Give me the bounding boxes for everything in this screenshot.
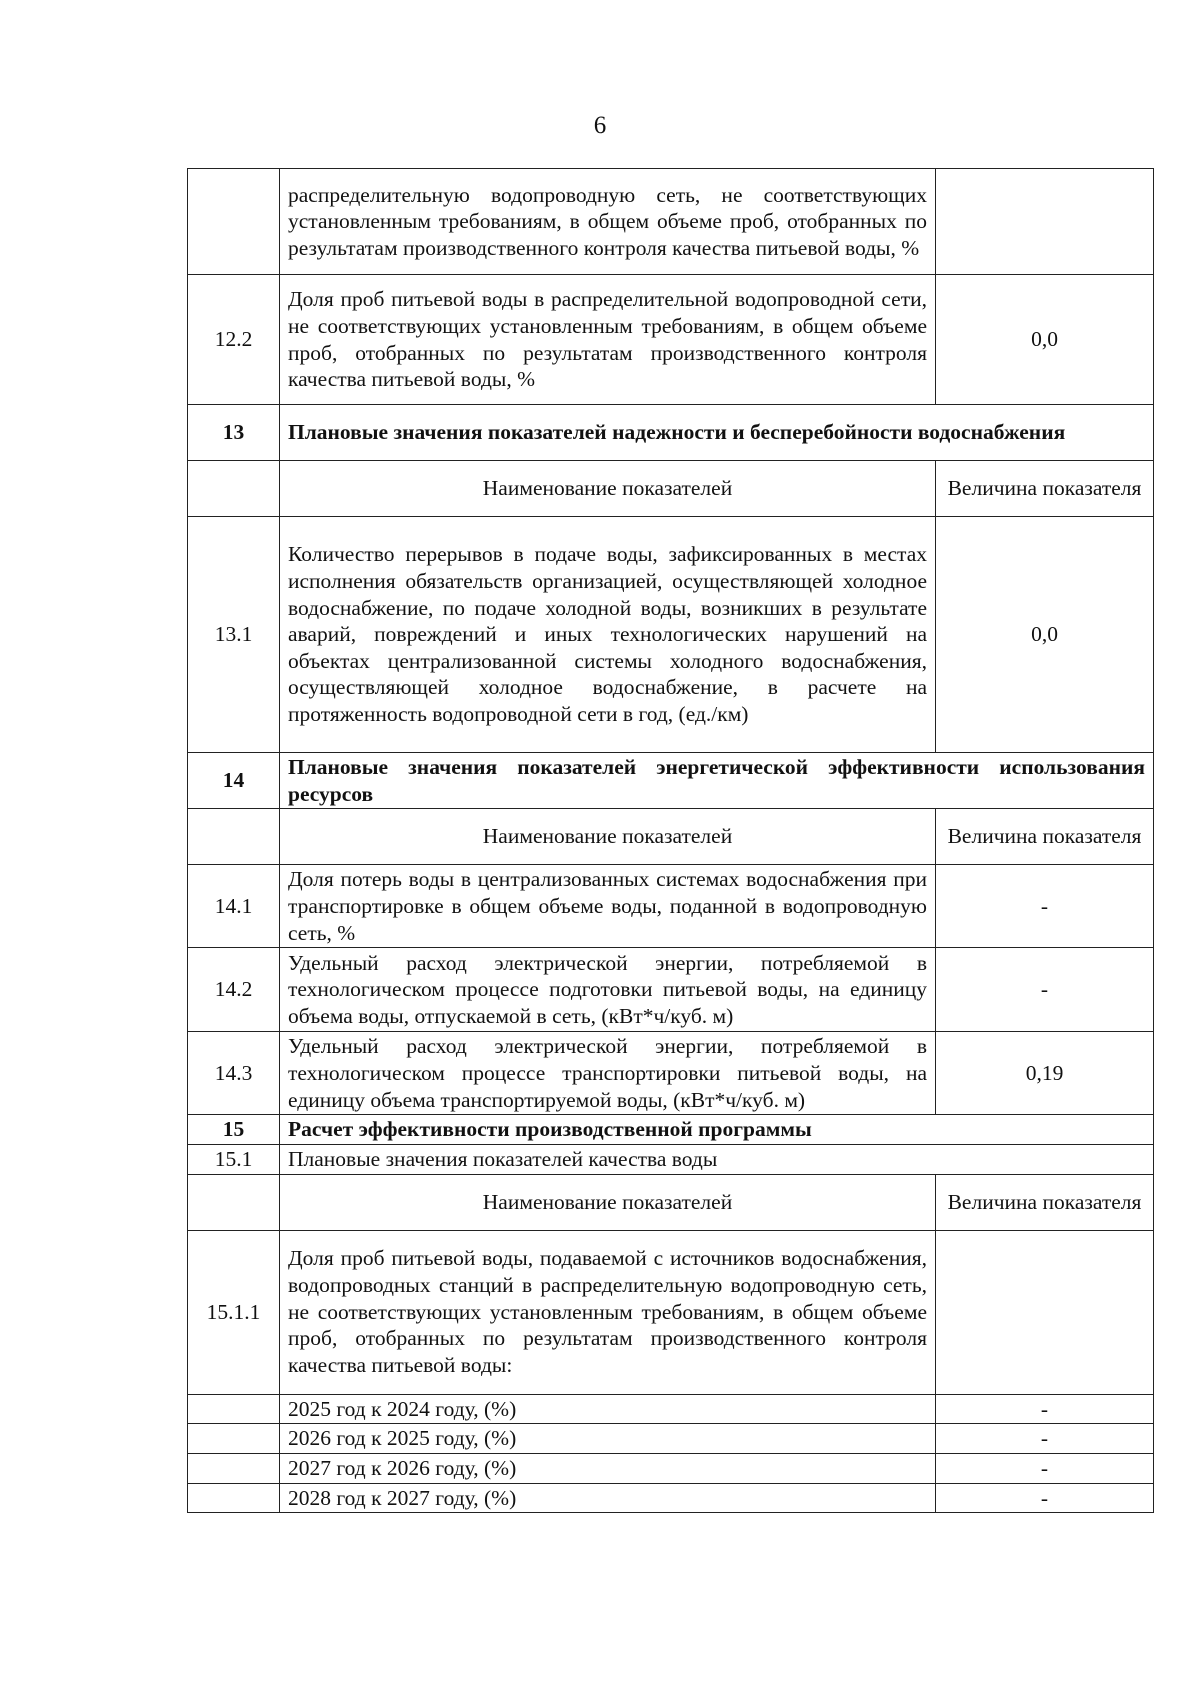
row-number: 15.1.1 <box>188 1230 280 1394</box>
indicator-value <box>936 1230 1154 1394</box>
year-label: 2026 год к 2025 году, (%) <box>280 1424 936 1454</box>
column-header-name: Наименование показателей <box>280 1174 936 1230</box>
row-number: 12.2 <box>188 275 280 405</box>
column-header-value: Величина показателя <box>936 1174 1154 1230</box>
year-label: 2025 год к 2024 году, (%) <box>280 1394 936 1424</box>
row-number <box>188 169 280 275</box>
table-row <box>188 1032 1154 1115</box>
subsection-title: Плановые значения показателей качества воды <box>280 1144 1154 1174</box>
indicator-value: 0,0 <box>936 275 1154 405</box>
indicator-name: Доля потерь воды в централизованных системах водоснабжения при транспортировке в общем объеме воды, поданной в водопроводную сеть, % <box>280 865 936 948</box>
table-row <box>188 517 1154 753</box>
indicator-value: 0,0 <box>936 517 1154 753</box>
column-header-value: Величина показателя <box>936 809 1154 865</box>
year-value: - <box>936 1453 1154 1483</box>
section-row <box>188 1115 1154 1145</box>
empty-cell <box>188 1424 280 1454</box>
header-row <box>188 1174 1154 1230</box>
header-row <box>188 461 1154 517</box>
section-row <box>188 753 1154 809</box>
indicator-name: Удельный расход электрической энергии, потребляемой в технологическом процессе подготовки питьевой воды, на единицу объема воды, отпускаемой в сеть, (кВт*ч/куб. м) <box>280 948 936 1032</box>
indicator-value: - <box>936 948 1154 1032</box>
year-row <box>188 1453 1154 1483</box>
indicator-name: распределительную водопроводную сеть, не соответствующих установленным требованиям, в общем объеме проб, отобранных по результатам производственного контроля качества питьевой воды, % <box>280 169 936 275</box>
row-number: 14.2 <box>188 948 280 1032</box>
section-number: 15 <box>188 1115 280 1145</box>
table-row <box>188 865 1154 948</box>
column-header-name: Наименование показателей <box>280 461 936 517</box>
table-row <box>188 275 1154 405</box>
section-title: Плановые значения показателей надежности и бесперебойности водоснабжения <box>280 405 1154 461</box>
year-value: - <box>936 1483 1154 1513</box>
indicator-value <box>936 169 1154 275</box>
column-header-name: Наименование показателей <box>280 809 936 865</box>
row-number: 13.1 <box>188 517 280 753</box>
empty-cell <box>188 461 280 517</box>
subsection-row <box>188 1144 1154 1174</box>
page-number: 6 <box>593 112 607 139</box>
year-value: - <box>936 1424 1154 1454</box>
indicator-value: 0,19 <box>936 1032 1154 1115</box>
year-value: - <box>936 1394 1154 1424</box>
empty-cell <box>188 1453 280 1483</box>
section-number: 13 <box>188 405 280 461</box>
empty-cell <box>188 809 280 865</box>
section-row <box>188 405 1154 461</box>
year-row <box>188 1483 1154 1513</box>
table-row <box>188 1230 1154 1394</box>
column-header-value: Величина показателя <box>936 461 1154 517</box>
indicator-name: Количество перерывов в подаче воды, зафиксированных в местах исполнения обязательств организацией, осуществляющей холодное водоснабжение, по подаче холодной воды, возникших в результате аварий, повреждений и иных технологических нарушений на объектах централизованной системы холодного водоснабжения, осуществляющей холодное водоснабжение, в расчете на протяженность водопроводной сети в год, (ед./км) <box>280 517 936 753</box>
empty-cell <box>188 1394 280 1424</box>
empty-cell <box>188 1174 280 1230</box>
subsection-number: 15.1 <box>188 1144 280 1174</box>
empty-cell <box>188 1483 280 1513</box>
year-label: 2028 год к 2027 году, (%) <box>280 1483 936 1513</box>
section-title: Плановые значения показателей энергетической эффективности использования ресурсов <box>280 753 1154 809</box>
section-title: Расчет эффективности производственной программы <box>280 1115 1154 1145</box>
year-row <box>188 1424 1154 1454</box>
section-number: 14 <box>188 753 280 809</box>
table-row <box>188 169 1154 275</box>
year-row <box>188 1394 1154 1424</box>
row-number: 14.3 <box>188 1032 280 1115</box>
indicators-table <box>187 168 1154 1513</box>
year-label: 2027 год к 2026 году, (%) <box>280 1453 936 1483</box>
header-row <box>188 809 1154 865</box>
table-row <box>188 948 1154 1032</box>
indicator-name: Доля проб питьевой воды, подаваемой с источников водоснабжения, водопроводных станций в распределительную водопроводную сеть, не соответствующих установленным требованиям, в общем объеме проб, отобранных по результатам производственного контроля качества питьевой воды: <box>280 1230 936 1394</box>
indicator-name: Доля проб питьевой воды в распределительной водопроводной сети, не соответствующих установленным требованиям, в общем объеме проб, отобранных по результатам производственного контроля качества питьевой воды, % <box>280 275 936 405</box>
row-number: 14.1 <box>188 865 280 948</box>
indicator-name: Удельный расход электрической энергии, потребляемой в технологическом процессе транспортировки питьевой воды, на единицу объема транспортируемой воды, (кВт*ч/куб. м) <box>280 1032 936 1115</box>
indicator-value: - <box>936 865 1154 948</box>
